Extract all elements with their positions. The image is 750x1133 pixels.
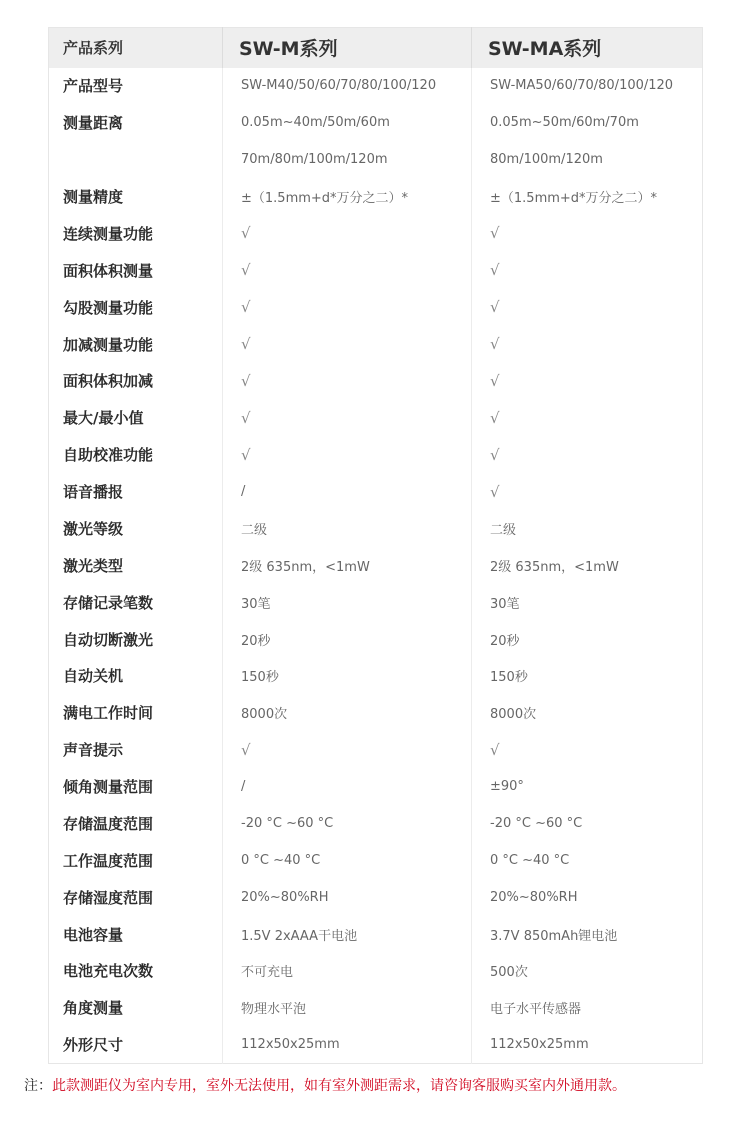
sw-ma-value: √ [472,326,703,363]
sw-m-value: 112x50x25mm [223,1026,472,1063]
sw-ma-value: -20 °C ~60 °C [472,805,703,842]
sw-m-value: √ [223,252,472,289]
row-label: 测量距离 [63,114,124,133]
table-header [49,28,703,68]
row-label: 产品型号 [63,77,124,96]
table-row [49,768,703,805]
spec-comparison-table [48,27,703,1064]
table-row [49,916,703,953]
sw-m-value: √ [223,363,472,400]
sw-ma-value: 0 °C ~40 °C [472,842,703,879]
row-label: 测量精度 [63,188,124,207]
sw-ma-value: 2级 635nm，<1mW [472,547,703,584]
sw-ma-value: √ [472,215,703,252]
row-label: 勾股测量功能 [63,298,154,317]
table-row [49,68,703,105]
sw-m-value: 8000次 [223,694,472,731]
sw-ma-value: 150秒 [472,658,703,695]
table-row [49,953,703,990]
table-row [49,399,703,436]
sw-ma-value: 20秒 [472,621,703,658]
sw-m-value: 物理水平泡 [223,989,472,1026]
row-label: 角度测量 [63,999,124,1018]
sw-m-value: / [223,768,472,805]
table-row [49,842,703,879]
row-label: 存储湿度范围 [63,888,154,907]
sw-ma-value: √ [472,252,703,289]
header-sw-ma-series: SW-MA系列 [472,28,703,68]
header-row [49,28,703,68]
row-label: 激光类型 [63,556,124,575]
sw-ma-value: 80m/100m/120m [472,141,703,178]
sw-m-value: 150秒 [223,658,472,695]
sw-ma-value: √ [472,399,703,436]
sw-ma-value: √ [472,473,703,510]
row-label: 面积体积加减 [63,372,154,391]
sw-ma-value: 30笔 [472,584,703,621]
table-row [49,658,703,695]
table-row [49,547,703,584]
header-sw-m-series: SW-M系列 [223,28,472,68]
table-row [49,510,703,547]
sw-m-value: 二级 [223,510,472,547]
sw-ma-value: √ [472,436,703,473]
table-row [49,584,703,621]
table-row [49,326,703,363]
table-row [49,178,703,215]
footnote [24,1075,734,1097]
sw-m-value: √ [223,399,472,436]
sw-m-value: 不可充电 [223,953,472,990]
row-label: 自动关机 [63,667,124,686]
row-label: 倾角测量范围 [63,778,154,797]
row-label [49,141,223,178]
table-row [49,215,703,252]
table-row [49,473,703,510]
table-row [49,289,703,326]
row-label: 存储记录笔数 [63,593,154,612]
row-label: 满电工作时间 [63,704,154,723]
row-label: 电池充电次数 [63,962,154,981]
sw-m-value: 2级 635nm，<1mW [223,547,472,584]
table-row [49,731,703,768]
sw-m-value: 30笔 [223,584,472,621]
sw-ma-value: √ [472,289,703,326]
sw-m-value: SW-M40/50/60/70/80/100/120 [223,68,472,105]
footnote-text: 此款测距仪为室内专用，室外无法使用，如有室外测距需求，请咨询客服购买室内外通用款。 [52,1078,626,1094]
sw-m-value: √ [223,731,472,768]
sw-ma-value: ±90° [472,768,703,805]
table-row [49,879,703,916]
table-row [49,989,703,1026]
table-row [49,436,703,473]
sw-m-value: √ [223,289,472,326]
sw-m-value: √ [223,436,472,473]
sw-m-value: √ [223,326,472,363]
table-row [49,621,703,658]
table-body [49,68,703,1064]
row-label: 声音提示 [63,741,124,760]
sw-ma-value: 0.05m~50m/60m/70m [472,104,703,141]
row-label: 自动切断激光 [63,630,154,649]
header-series-label: 产品系列 [49,28,223,68]
row-label: 最大/最小值 [63,409,144,428]
row-label: 加减测量功能 [63,335,154,354]
table-row [49,104,703,141]
sw-m-value: -20 °C ~60 °C [223,805,472,842]
sw-m-value: 20%~80%RH [223,879,472,916]
sw-ma-value: 8000次 [472,694,703,731]
sw-ma-value: 电子水平传感器 [472,989,703,1026]
sw-m-value: 70m/80m/100m/120m [223,141,472,178]
table-row [49,141,703,178]
sw-m-value: 20秒 [223,621,472,658]
row-label: 存储温度范围 [63,814,154,833]
row-label: 工作温度范围 [63,851,154,870]
sw-ma-value: ±（1.5mm+d*万分之二）* [472,178,703,215]
sw-ma-value: 20%~80%RH [472,879,703,916]
table-row [49,1026,703,1063]
sw-ma-value: 3.7V 850mAh锂电池 [472,916,703,953]
sw-m-value: 1.5V 2xAAA干电池 [223,916,472,953]
sw-m-value: / [223,473,472,510]
row-label: 语音播报 [63,483,124,502]
row-label: 激光等级 [63,519,124,538]
sw-m-value: 0 °C ~40 °C [223,842,472,879]
sw-ma-value: √ [472,363,703,400]
sw-m-value: 0.05m~40m/50m/60m [223,104,472,141]
sw-ma-value: SW-MA50/60/70/80/100/120 [472,68,703,105]
sw-ma-value: 500次 [472,953,703,990]
sw-ma-value: 二级 [472,510,703,547]
table-row [49,805,703,842]
sw-m-value: ±（1.5mm+d*万分之二）* [223,178,472,215]
table-row [49,252,703,289]
row-label: 连续测量功能 [63,224,154,243]
table-row [49,694,703,731]
table-row [49,363,703,400]
row-label: 外形尺寸 [63,1035,124,1054]
sw-m-value: √ [223,215,472,252]
footnote-prefix: 注： [24,1078,52,1094]
sw-ma-value: 112x50x25mm [472,1026,703,1063]
sw-ma-value: √ [472,731,703,768]
row-label: 电池容量 [63,925,124,944]
row-label: 自助校准功能 [63,446,154,465]
row-label: 面积体积测量 [63,261,154,280]
